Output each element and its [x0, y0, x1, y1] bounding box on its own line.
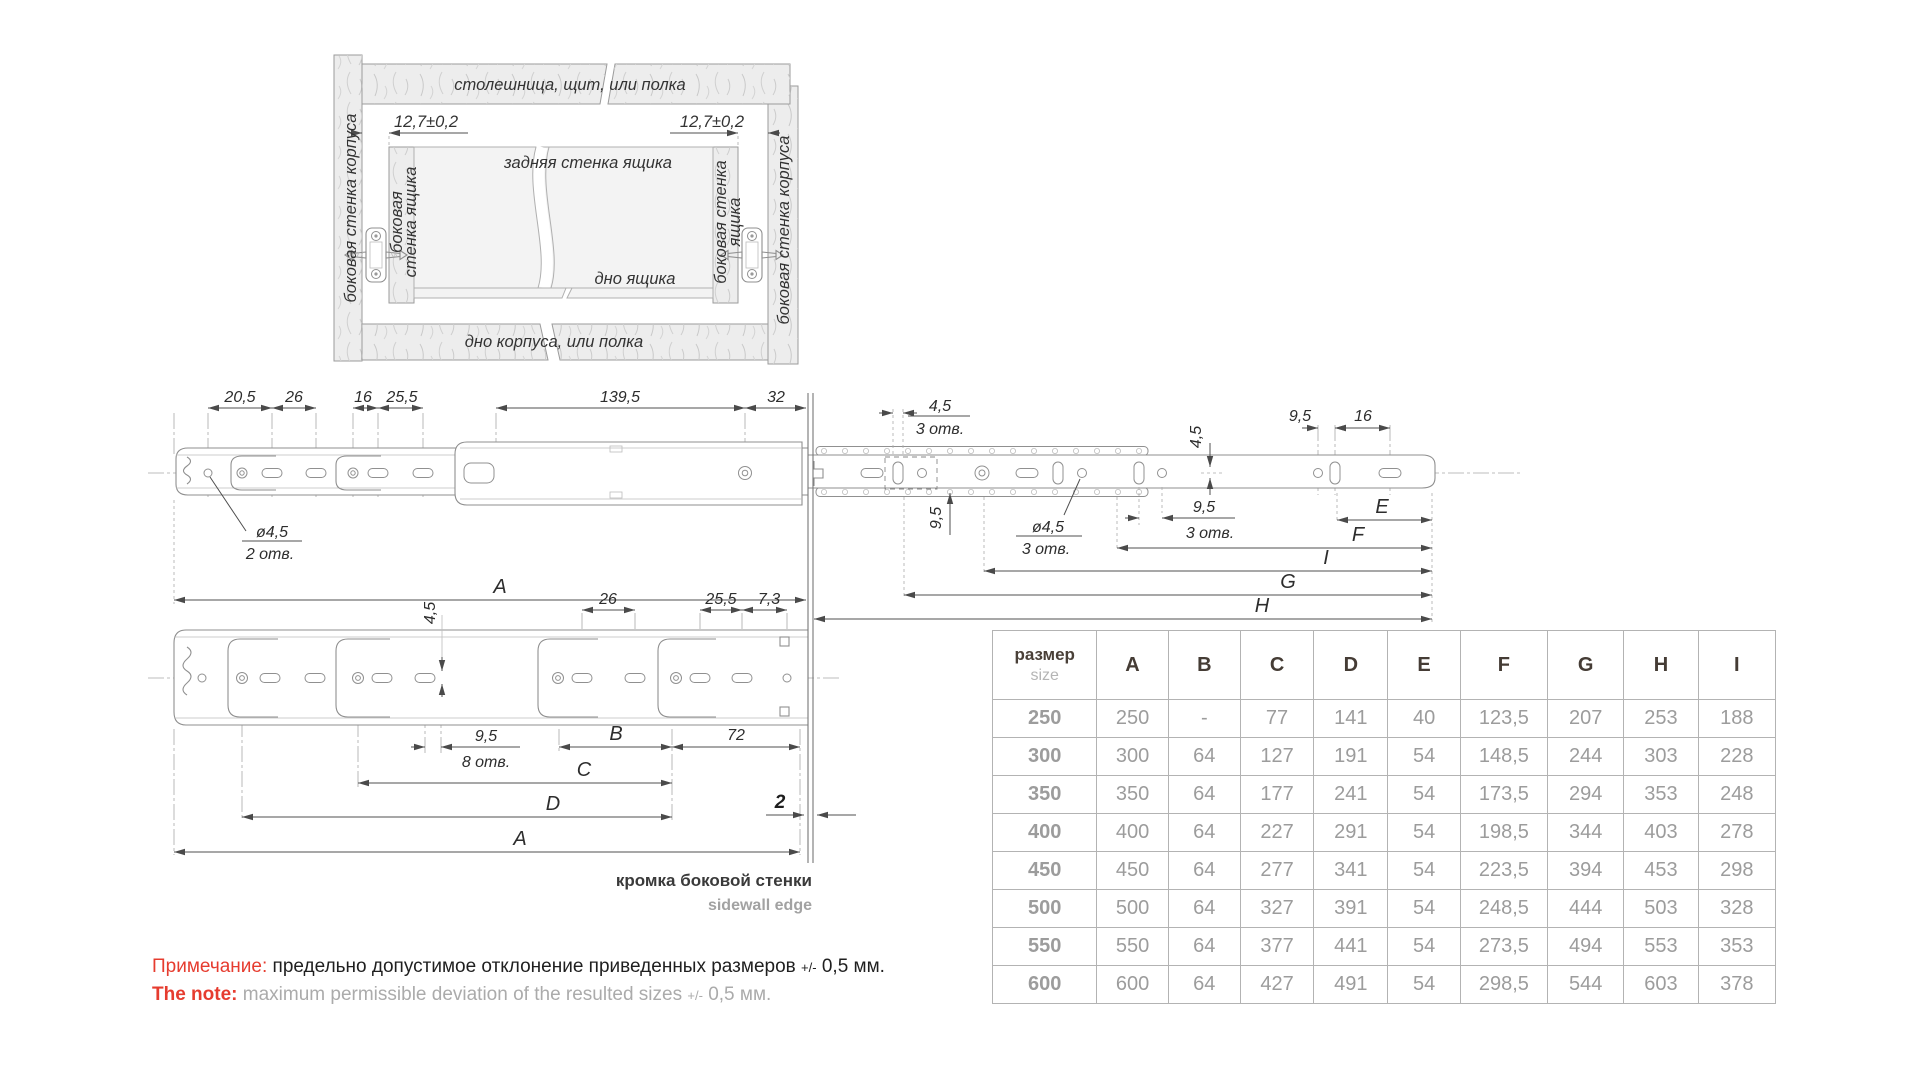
letter-dimensions	[814, 493, 1432, 625]
dim-45-vert-label: 4,5	[1188, 425, 1205, 449]
col-header-f: F	[1460, 631, 1547, 700]
dim-139-5: 139,5	[599, 389, 641, 406]
sidewall-edge-label-ru: кромка боковой стенки	[615, 871, 812, 890]
table-cell: 273,5	[1460, 928, 1547, 966]
countertop-label: столешница, щит, или полка	[454, 76, 686, 94]
cabinet-left-wall-label: боковая стенка корпуса	[342, 113, 360, 303]
note-tolerance-sign-en: +/-	[687, 988, 703, 1003]
drawer-left-wall-label-2: стенка ящика	[402, 166, 420, 278]
size-value: 450	[993, 852, 1097, 890]
dim-72: 72	[727, 727, 745, 744]
table-cell: 298,5	[1460, 966, 1547, 1004]
table-row	[993, 852, 1776, 890]
drawer-right-wall-label-1: боковая стенка	[712, 160, 730, 284]
table-cell: 600	[1097, 966, 1168, 1004]
col-header-a: A	[1097, 631, 1168, 700]
table-cell: 40	[1388, 700, 1460, 738]
dim-a-lower-row	[174, 828, 800, 852]
table-cell: 298	[1698, 852, 1775, 890]
table-cell: 241	[1314, 776, 1388, 814]
table-cell: 64	[1168, 928, 1240, 966]
table-cell: 341	[1314, 852, 1388, 890]
callout-45-top-holes: 3 отв.	[915, 421, 965, 438]
table-cell: 173,5	[1460, 776, 1547, 814]
table-cell: 328	[1698, 890, 1775, 928]
table-cell: 177	[1240, 776, 1313, 814]
table-cell: 77	[1240, 700, 1313, 738]
dim-45-lower-label: 4,5	[422, 601, 439, 625]
callout-dia45-left-holes: 2 отв.	[245, 546, 295, 563]
table-cell: 503	[1624, 890, 1698, 928]
table-cell: 54	[1388, 928, 1460, 966]
dim-25-5-lower: 25,5	[705, 591, 737, 608]
table-cell: 377	[1240, 928, 1313, 966]
table-cell: 378	[1698, 966, 1775, 1004]
upper-top-dimensions	[208, 389, 806, 408]
dim-95-vertical	[928, 493, 950, 535]
dim-i: I	[1323, 547, 1329, 569]
table-header-row	[993, 631, 1776, 700]
col-header-g: G	[1548, 631, 1624, 700]
callout-45-top-value: 4,5	[928, 398, 952, 415]
note-text-ru: предельно допустимое отклонение приведенных размеров	[272, 956, 796, 977]
table-cell: 54	[1388, 966, 1460, 1004]
note-tolerance-en: 0,5 мм.	[708, 984, 772, 1005]
size-value: 250	[993, 700, 1097, 738]
dims-top-right	[1289, 408, 1390, 428]
table-cell: 291	[1314, 814, 1388, 852]
dim-95-vert-label: 9,5	[928, 506, 945, 530]
table-cell: 327	[1240, 890, 1313, 928]
table-cell: 444	[1548, 890, 1624, 928]
dim-2	[766, 792, 856, 815]
table-cell: 148,5	[1460, 738, 1547, 776]
dim-26-lower: 26	[599, 591, 617, 608]
drawer-bottom-label: дно ящика	[594, 270, 676, 288]
pitch-95-mid-value: 9,5	[1192, 499, 1216, 516]
size-value: 400	[993, 814, 1097, 852]
table-cell: 54	[1388, 814, 1460, 852]
col-header-c: C	[1240, 631, 1313, 700]
table-cell: 344	[1548, 814, 1624, 852]
table-cell: 494	[1548, 928, 1624, 966]
dim-e: E	[1375, 496, 1389, 518]
dim-20-5: 20,5	[224, 389, 256, 406]
table-row	[993, 776, 1776, 814]
table-cell: 300	[1097, 738, 1168, 776]
dim-7-3: 7,3	[757, 591, 781, 608]
table-cell: 491	[1314, 966, 1388, 1004]
pitch-95-lower	[411, 728, 520, 771]
table-cell: 277	[1240, 852, 1313, 890]
size-header	[993, 631, 1097, 700]
pitch-95-lower-holes: 8 отв.	[461, 754, 511, 771]
table-cell: 191	[1314, 738, 1388, 776]
dim-b-72-row	[559, 723, 800, 747]
dim-26-upper: 26	[285, 389, 303, 406]
table-cell: 441	[1314, 928, 1388, 966]
size-header-ru: размер	[1014, 645, 1075, 664]
pitch-95-lower-value: 9,5	[474, 728, 498, 745]
table-cell: 391	[1314, 890, 1388, 928]
dim-25-5-upper: 25,5	[386, 389, 418, 406]
size-value: 500	[993, 890, 1097, 928]
table-cell: 64	[1168, 738, 1240, 776]
table-cell: 603	[1624, 966, 1698, 1004]
table-cell: 248	[1698, 776, 1775, 814]
table-cell: 553	[1624, 928, 1698, 966]
table-cell: 353	[1624, 776, 1698, 814]
note-label-ru: Примечание:	[152, 956, 268, 977]
table-cell: 64	[1168, 776, 1240, 814]
table-cell: 123,5	[1460, 700, 1547, 738]
cabinet-right-wall-label: боковая стенка корпуса	[775, 135, 793, 325]
dim-32: 32	[767, 389, 785, 406]
note-block	[152, 953, 885, 1009]
table-cell: 227	[1240, 814, 1313, 852]
dim-d: D	[545, 793, 561, 815]
note-tolerance-sign-ru: +/-	[801, 960, 817, 975]
table-cell: 64	[1168, 814, 1240, 852]
table-row	[993, 966, 1776, 1004]
upper-rail-middle-member	[455, 442, 823, 505]
table-row	[993, 890, 1776, 928]
table-cell: 248,5	[1460, 890, 1547, 928]
table-cell: 244	[1548, 738, 1624, 776]
table-cell: 403	[1624, 814, 1698, 852]
col-header-d: D	[1314, 631, 1388, 700]
lower-rail	[174, 630, 808, 725]
table-row	[993, 928, 1776, 966]
dim-c: C	[576, 759, 592, 781]
table-cell: 64	[1168, 890, 1240, 928]
dim-b: B	[609, 723, 623, 745]
table-cell: 223,5	[1460, 852, 1547, 890]
note-label-en: The note:	[152, 984, 238, 1005]
table-row	[993, 814, 1776, 852]
table-cell: 453	[1624, 852, 1698, 890]
installation-diagram	[320, 40, 820, 380]
drawer-right-wall-label-2: ящика	[726, 197, 744, 247]
cabinet-bottom-label: дно корпуса, или полка	[464, 333, 644, 351]
table-cell: 54	[1388, 852, 1460, 890]
sidewall-edge-label-en: sidewall edge	[707, 897, 812, 914]
table-cell: 250	[1097, 700, 1168, 738]
table-row	[993, 738, 1776, 776]
table-row	[993, 700, 1776, 738]
dim-95-right: 9,5	[1288, 408, 1312, 425]
table-cell: 427	[1240, 966, 1313, 1004]
size-table	[992, 630, 1776, 1004]
table-cell: 550	[1097, 928, 1168, 966]
col-header-h: H	[1624, 631, 1698, 700]
table-cell: 544	[1548, 966, 1624, 1004]
dim-h: H	[1254, 595, 1270, 617]
col-header-b: B	[1168, 631, 1240, 700]
col-header-i: I	[1698, 631, 1775, 700]
dim-a-upper-label: A	[493, 576, 507, 598]
size-value: 350	[993, 776, 1097, 814]
table-cell: 54	[1388, 890, 1460, 928]
table-cell: 353	[1698, 928, 1775, 966]
drawer-bottom-panel	[414, 288, 713, 298]
table-cell: 278	[1698, 814, 1775, 852]
table-cell: 253	[1624, 700, 1698, 738]
dim-g: G	[1280, 571, 1296, 593]
offset-right-label: 12,7±0,2	[679, 113, 744, 131]
size-header-en: size	[1030, 667, 1059, 684]
table-cell: 127	[1240, 738, 1313, 776]
offset-left-label: 12,7±0,2	[394, 113, 459, 131]
table-cell: 400	[1097, 814, 1168, 852]
table-cell: 303	[1624, 738, 1698, 776]
table-cell: 500	[1097, 890, 1168, 928]
table-cell: 141	[1314, 700, 1388, 738]
dim-c-row	[358, 759, 672, 783]
table-cell: 394	[1548, 852, 1624, 890]
table-cell: 64	[1168, 852, 1240, 890]
dim-f: F	[1351, 524, 1365, 546]
table-cell: 228	[1698, 738, 1775, 776]
note-line-en	[152, 981, 885, 1009]
dim-d-row	[242, 793, 672, 817]
callout-dia45-mid-holes: 3 отв.	[1021, 541, 1071, 558]
table-cell: 198,5	[1460, 814, 1547, 852]
size-value: 600	[993, 966, 1097, 1004]
table-cell: 188	[1698, 700, 1775, 738]
table-cell: 64	[1168, 966, 1240, 1004]
dim-a-lower: A	[513, 828, 527, 850]
offset-dimension-left	[350, 113, 468, 147]
extended-rail	[798, 447, 1435, 497]
drawer-back-label: задняя стенка ящика	[504, 154, 672, 172]
table-cell: 450	[1097, 852, 1168, 890]
table-cell: 294	[1548, 776, 1624, 814]
note-line-ru	[152, 953, 885, 981]
table-cell: 54	[1388, 738, 1460, 776]
dim-16-upper: 16	[354, 389, 372, 406]
table-cell: 350	[1097, 776, 1168, 814]
dim-16-right: 16	[1354, 408, 1372, 425]
pitch-95-mid-holes: 3 отв.	[1185, 525, 1235, 542]
callout-dia45-left-value: ø4,5	[255, 524, 289, 541]
col-header-e: E	[1388, 631, 1460, 700]
note-text-en: maximum permissible deviation of the resulted sizes	[242, 984, 683, 1005]
table-cell: 207	[1548, 700, 1624, 738]
drawer-left-wall-label-1: боковая	[388, 191, 406, 253]
offset-dimension-right	[670, 113, 780, 147]
dim-2-label: 2	[774, 792, 786, 813]
table-cell: 54	[1388, 776, 1460, 814]
size-value: 550	[993, 928, 1097, 966]
size-value: 300	[993, 738, 1097, 776]
callout-dia45-mid-value: ø4,5	[1031, 519, 1065, 536]
note-tolerance-ru: 0,5 мм.	[821, 956, 885, 977]
table-cell: -	[1168, 700, 1240, 738]
